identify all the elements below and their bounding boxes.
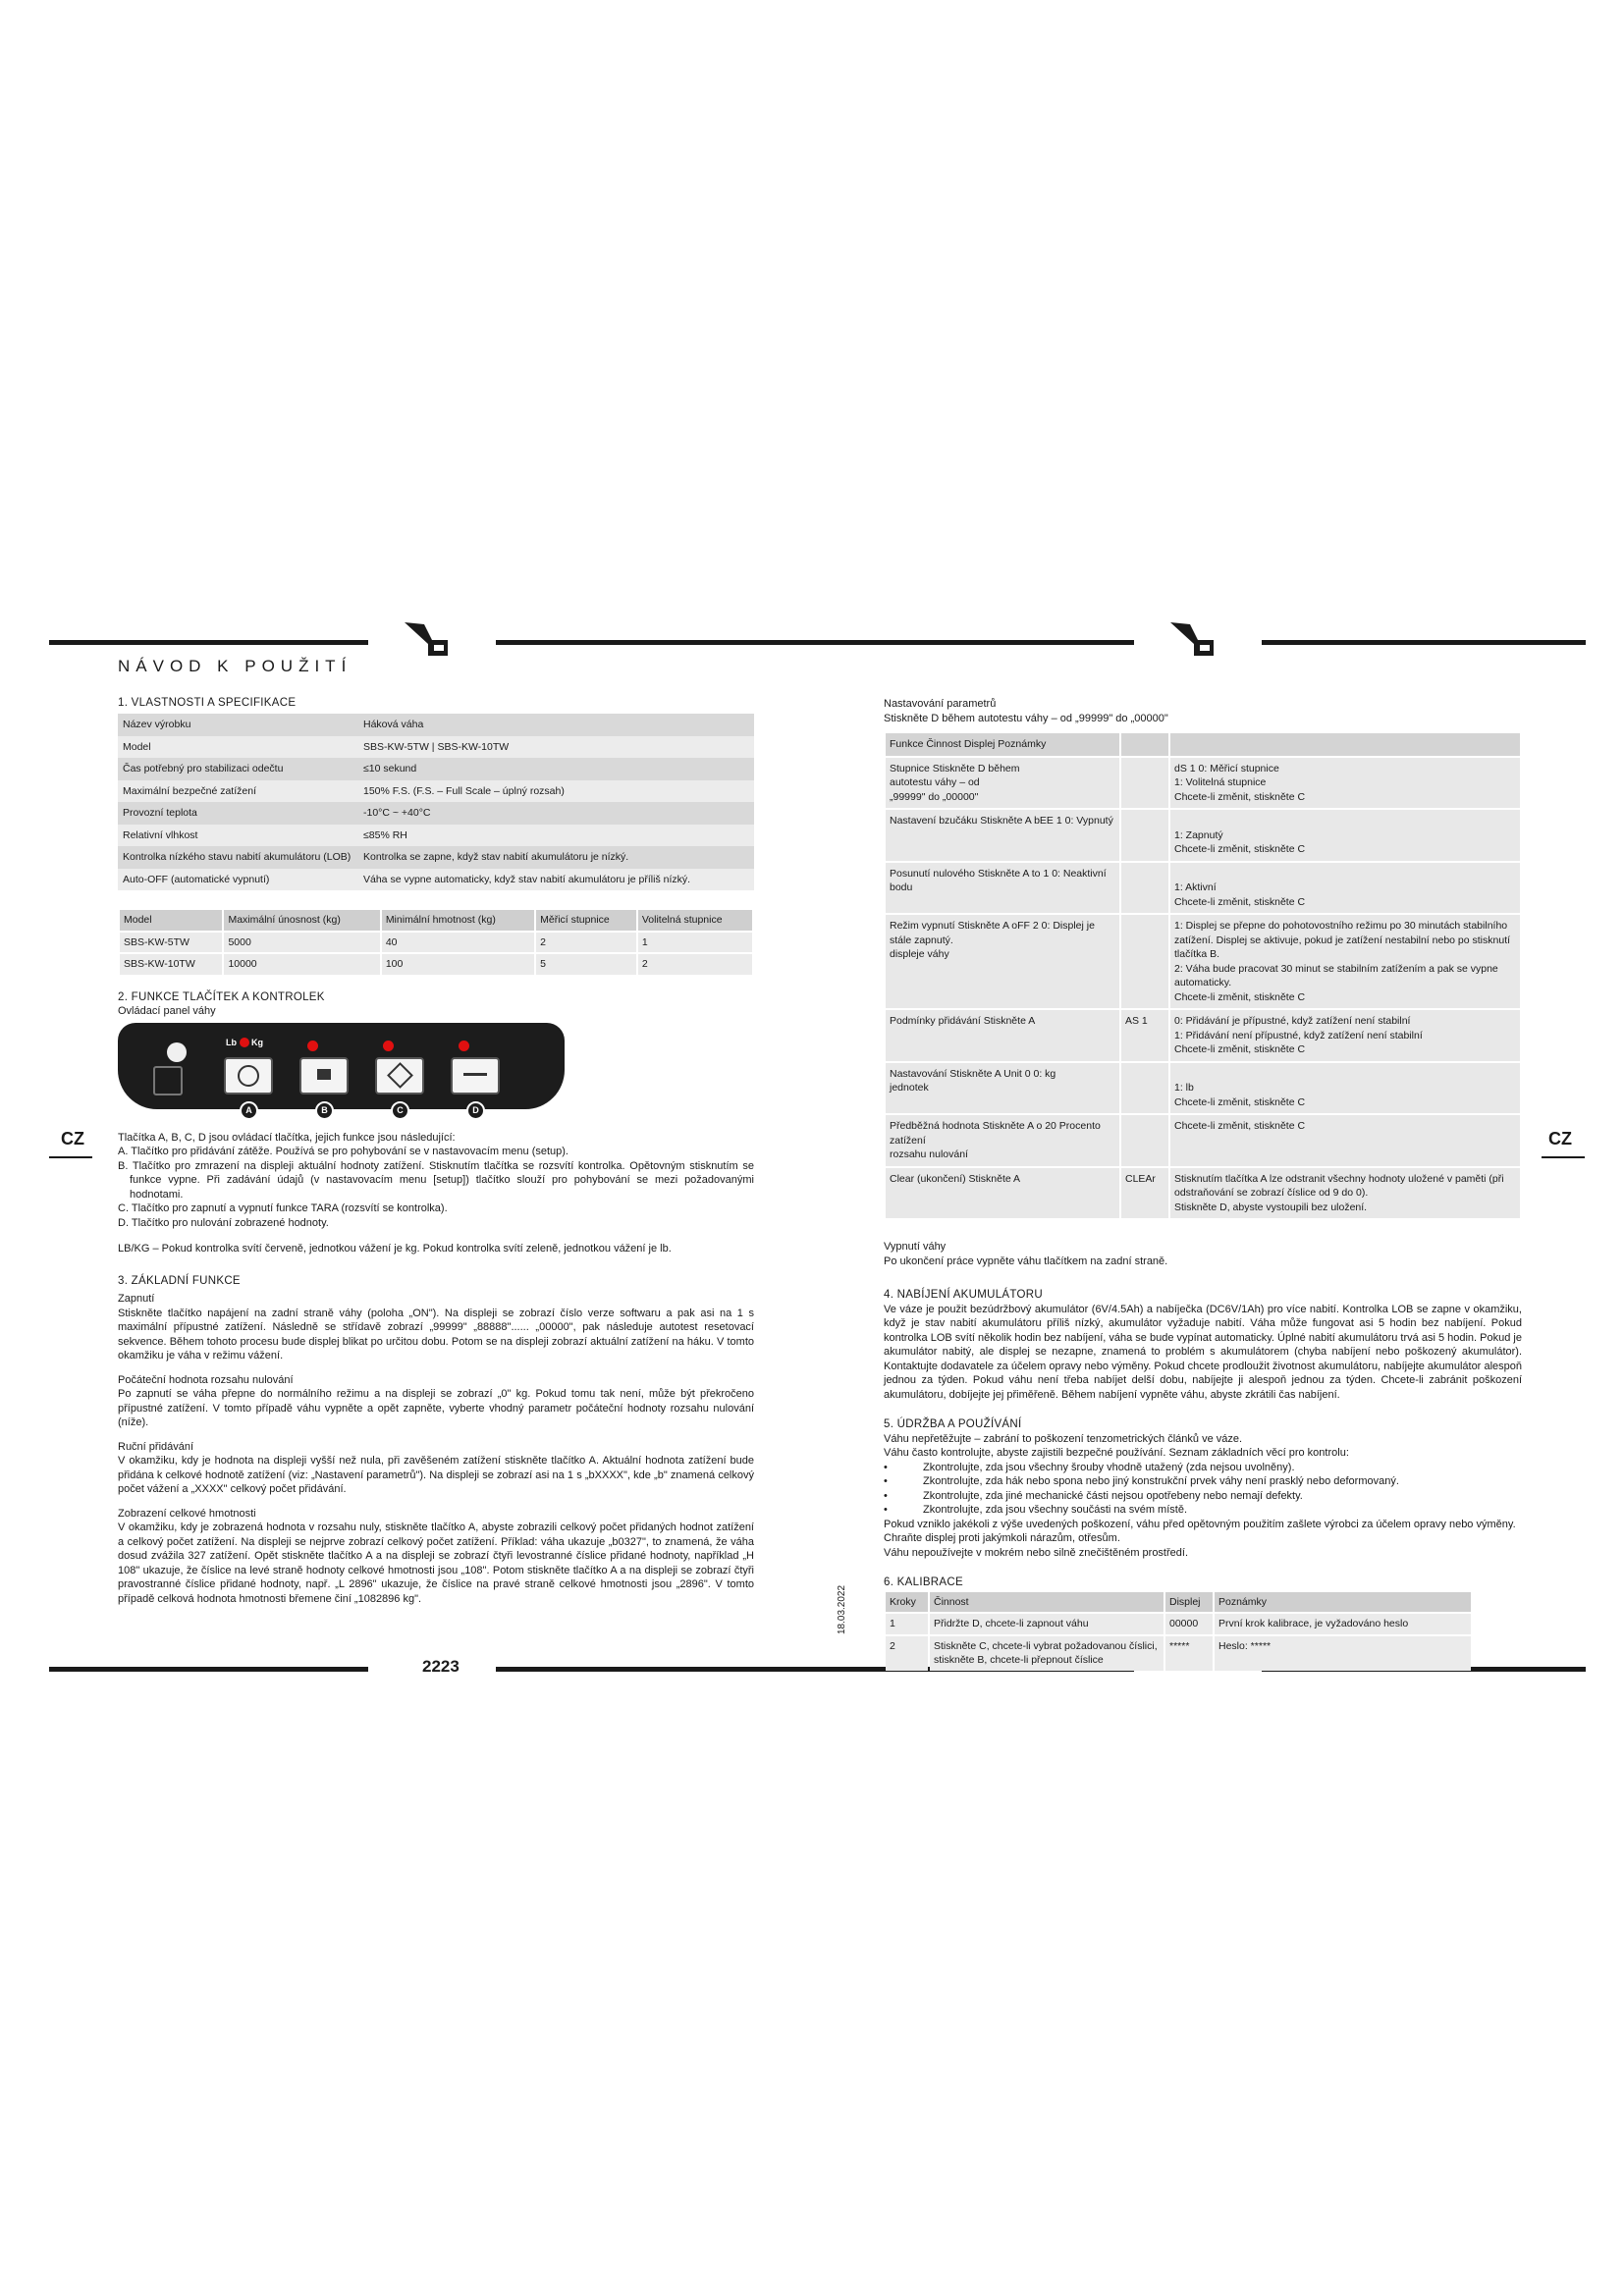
table-cell: Nastavení bzučáku Stiskněte A bEE 1 0: Vypnutý <box>886 810 1119 861</box>
table-row <box>120 954 752 975</box>
table-cell: 40 <box>382 933 534 953</box>
table-row <box>886 758 1520 809</box>
table-cell: 2 <box>536 933 636 953</box>
s3-block-text: V okamžiku, kdy je hodnota na displeji vyšší než nula, při zavěšeném zatížení stiskněte tlačítko A. Aktuální hodnota zatížení bude přidána k celkové hodnotě zatížení (viz: „Nastavení parametrů"). Na displeji se zobrazí asi na 1 s „bXXXX", kde „b" znamená celkový počet vážení a „XXXX" celkový počet přidávání. <box>118 1455 754 1495</box>
s3-block-heading: Ruční přidávání <box>118 1440 194 1453</box>
table-cell: Chcete-li změnit, stiskněte C <box>1170 1115 1520 1166</box>
spec-label: Auto-OFF (automatické vypnutí) <box>123 873 270 885</box>
s5-line: Váhu často kontrolujte, abyste zajistili bezpečné používání. Seznam základních věcí pro kontrolu: <box>884 1447 1349 1459</box>
brand-logo-icon <box>1168 618 1227 660</box>
control-panel-illustration <box>118 1023 754 1117</box>
table-cell <box>1121 863 1168 914</box>
table-cell: Heslo: ***** <box>1215 1636 1471 1671</box>
column-header: Kroky <box>886 1592 928 1613</box>
button-d-led <box>459 1041 469 1051</box>
table-row <box>886 1168 1520 1219</box>
table-cell: Stupnice Stiskněte D během autotestu váhy – od „99999" do „00000" <box>886 758 1119 809</box>
s5-after: Pokud vzniklo jakékoli z výše uvedených poškození, váhu před opětovným použitím zašlete výrobci za účelem opravy nebo výměny. <box>884 1518 1516 1530</box>
table-row <box>118 780 754 803</box>
spec-value: SBS-KW-5TW | SBS-KW-10TW <box>363 740 510 753</box>
table-row <box>886 1010 1520 1061</box>
s3-block-heading: Zapnutí <box>118 1293 155 1305</box>
table-cell: 5 <box>536 954 636 975</box>
top-rule-middle <box>496 640 1134 645</box>
spec-label: Čas potřebný pro stabilizaci odečtu <box>123 763 284 774</box>
spec-label: Model <box>123 740 151 753</box>
section-5-title: 5. ÚDRŽBA A POUŽÍVÁNÍ <box>884 1418 1022 1430</box>
button-b[interactable] <box>299 1057 349 1095</box>
s3-block-heading: Počáteční hodnota rozsahu nulování <box>118 1373 294 1386</box>
s5-after: Chraňte displej proti jakýmkoli nárazům, otřesům. <box>884 1532 1120 1544</box>
table-cell: 00000 <box>1165 1614 1213 1634</box>
unit-lb-label: Lb <box>226 1037 237 1047</box>
unit-led <box>240 1038 249 1047</box>
right-page <box>884 697 1522 1673</box>
table-row <box>118 869 754 891</box>
spec-value: -10°C ~ +40°C <box>363 807 431 819</box>
language-label-left: CZ <box>61 1129 84 1148</box>
parameters-subtitle: Stiskněte D během autotestu váhy – od „99999" do „00000" <box>884 712 1168 724</box>
column-header: Displej <box>1165 1592 1213 1613</box>
maintenance-checklist <box>884 1461 1522 1518</box>
calibration-table <box>884 1590 1473 1673</box>
s3-block-text: Stiskněte tlačítko napájení na zadní straně váhy (poloha „ON"). Na displeji se zobrazí číslo verze softwaru a pak asi na 1 s maximální přípustné zatížení. Následně se střídavě zobrazí „99999" „88888"...... „00000", pak následuje autotest resetovací sekvence. Během tohoto procesu bude displej blikat po určitou dobu. Potom se na displeji zobrazí aktuální zatížení na háku. V tomto okamžiku je váha v režimu vážení. <box>118 1307 754 1362</box>
top-rule-right <box>1262 640 1586 645</box>
table-row <box>118 758 754 780</box>
table-cell: SBS-KW-10TW <box>120 954 222 975</box>
column-header: Funkce Činnost Displej Poznámky <box>886 733 1119 756</box>
spec-label: Kontrolka nízkého stavu nabití akumulátoru (LOB) <box>123 851 352 863</box>
s3-block-heading: Zobrazení celkové hmotnosti <box>118 1507 256 1520</box>
list-item: • Zkontrolujte, zda hák nebo spona nebo jiný konstrukční prvek váhy není prasklý nebo deformovaný. <box>923 1474 1522 1489</box>
column-header: Minimální hmotnost (kg) <box>382 910 534 931</box>
table-cell: CLEAr <box>1121 1168 1168 1219</box>
language-label-right: CZ <box>1548 1129 1572 1148</box>
spec-label: Název výrobku <box>123 719 191 730</box>
language-rule-left <box>49 1156 92 1158</box>
column-header <box>1170 733 1520 756</box>
spec-label: Provozní teplota <box>123 807 197 819</box>
table-cell: První krok kalibrace, je vyžadováno heslo <box>1215 1614 1471 1634</box>
tare-icon <box>387 1062 413 1089</box>
s3-block-text: V okamžiku, kdy je zobrazená hodnota v rozsahu nuly, stiskněte tlačítko A, abyste zobrazili celkový počet přidaných hodnot zatížení a celkový počet zatížení. Na displeji se nejprve zobrazí celkový počet zatížení. Příklad: váha ukazuje „b0327", to znamená, že váha dosud zvážila 327 zatížení. Opět stiskněte tlačítko A a na displeji se zobrazí čtyři levostranné číslice přidané hodnoty, například „H 108" ukazuje, že číslice na levé straně hodnoty celkové hmotnosti jsou „108". Potom stiskněte tlačítko A a na displeji se zobrazí čtyři pravostranné číslice přidané hodnoty, např. „L 2896" ukazuje, že číslice na pravé straně celkové hmotnosti jsou „2896". V tomto případě celková hodnota hmotnosti břemene činí „1082896 kg". <box>118 1522 754 1605</box>
table-row <box>120 933 752 953</box>
s3-block-3 <box>118 1507 754 1607</box>
table-cell: 0: Přidávání je přípustné, když zatížení není stabilní 1: Přidávání není přípustné, když zatížení není stabilní Chcete-li změnit, stiskněte C <box>1170 1010 1520 1061</box>
table-cell: SBS-KW-5TW <box>120 933 222 953</box>
buttons-intro: Tlačítka A, B, C, D jsou ovládací tlačítka, jejich funkce jsou následující: <box>118 1131 456 1144</box>
table-cell: AS 1 <box>1121 1010 1168 1061</box>
s5-after: Váhu nepoužívejte v mokrém nebo silně znečištěném prostředí. <box>884 1546 1188 1559</box>
table-row <box>886 1115 1520 1166</box>
button-c-label: C <box>391 1101 409 1120</box>
table-row <box>886 810 1520 861</box>
table-row <box>886 1063 1520 1114</box>
hook-symbol-icon <box>153 1066 183 1095</box>
button-a-label: A <box>240 1101 258 1120</box>
table-cell: Posunutí nulového Stiskněte A to 1 0: Neaktivní bodu <box>886 863 1119 914</box>
column-header: Maximální únosnost (kg) <box>224 910 379 931</box>
s3-block-0 <box>118 1292 754 1363</box>
section-6-title: 6. KALIBRACE <box>884 1576 963 1588</box>
table-cell <box>1121 758 1168 809</box>
button-c[interactable] <box>375 1057 424 1095</box>
column-header: Měřicí stupnice <box>536 910 636 931</box>
left-page <box>118 657 754 1616</box>
table-cell: Podmínky přidávání Stiskněte A <box>886 1010 1119 1061</box>
shutdown-text: Po ukončení práce vypněte váhu tlačítkem na zadní straně. <box>884 1255 1168 1267</box>
table-cell: 1: lb Chcete-li změnit, stiskněte C <box>1170 1063 1520 1114</box>
page-number: 2223 <box>422 1657 460 1676</box>
list-item: • Zkontrolujte, zda jsou všechny součásti na svém místě. <box>923 1503 1522 1518</box>
button-b-label: B <box>315 1101 334 1120</box>
spec-value: 150% F.S. (F.S. – Full Scale – úplný rozsah) <box>363 784 565 797</box>
table-cell: 1 <box>886 1614 928 1634</box>
table-cell: 5000 <box>224 933 379 953</box>
spec-value: ≤10 sekund <box>363 763 417 774</box>
spec-value: ≤85% RH <box>363 828 407 841</box>
spec-label: Maximální bezpečné zatížení <box>123 784 256 797</box>
table-cell: 100 <box>382 954 534 975</box>
table-cell <box>1121 810 1168 861</box>
table-cell: Režim vypnutí Stiskněte A oFF 2 0: Displej je stále zapnutý. displeje váhy <box>886 915 1119 1008</box>
spec-value: Kontrolka se zapne, když stav nabití akumulátoru je nízký. <box>363 851 629 863</box>
power-knob-icon <box>167 1042 187 1062</box>
table-row <box>886 1614 1471 1634</box>
print-date: 18.03.2022 <box>837 1584 847 1634</box>
parameters-title: Nastavování parametrů <box>884 698 997 710</box>
brand-logo-icon <box>403 618 461 660</box>
table-cell: Stisknutím tlačítka A lze odstranit všechny hodnoty uložené v paměti (při odstraňování se zobrazí číslice od 9 do 0). Stiskněte D, abyste vystoupili bez uložení. <box>1170 1168 1520 1219</box>
shutdown-heading: Vypnutí váhy <box>884 1241 947 1253</box>
column-header: Poznámky <box>1215 1592 1471 1613</box>
table-row <box>118 714 754 736</box>
top-rule-left <box>49 640 368 645</box>
table-cell <box>1121 1063 1168 1114</box>
s5-line: Váhu nepřetěžujte – zabrání to poškození tenzometrických článků ve váze. <box>884 1432 1243 1445</box>
button-d[interactable] <box>451 1057 500 1095</box>
button-c-desc: C. Tlačítko pro zapnutí a vypnutí funkce TARA (rozsvítí se kontrolka). <box>118 1202 448 1214</box>
language-rule-right <box>1542 1156 1585 1158</box>
spec-label: Relativní vlhkost <box>123 828 198 841</box>
button-d-label: D <box>466 1101 485 1120</box>
parameters-table <box>884 731 1522 1220</box>
table-cell: Nastavování Stiskněte A Unit 0 0: kg jednotek <box>886 1063 1119 1114</box>
table-cell: 1: Displej se přepne do pohotovostního režimu po 30 minutách stabilního zatížení. Displej se aktivuje, pokud je zatížení nestabilní nebo po stisknutí tlačítka B. 2: Váha bude pracovat 30 minut se stabilním zatížením a pak se vypne automaticky. Chcete-li změnit, stiskněte C <box>1170 915 1520 1008</box>
column-header: Volitelná stupnice <box>638 910 752 931</box>
table-row <box>118 846 754 869</box>
table-cell: 10000 <box>224 954 379 975</box>
spec-table <box>118 714 754 890</box>
section-2-title: 2. FUNKCE TLAČÍTEK A KONTROLEK <box>118 990 325 1003</box>
button-b-desc: B. Tlačítko pro zmrazení na displeji aktuální hodnoty zatížení. Stisknutím tlačítka se rozsvítí kontrolka. Opětovným stisknutím se funkce vypne. Při zadávání údajů (v nastavovacím menu [setup]) tlačítko slouží pro pohybování se mezi požadovanými hodnotami. <box>118 1159 754 1201</box>
table-cell: 2 <box>638 954 752 975</box>
section-4-text: Ve váze je použit bezúdržbový akumulátor (6V/4.5Ah) a nabíječka (DC6V/1Ah) pro více nabití. Kontrolka LOB se zapne v okamžiku, když je stav nabití akumulátoru příliš nízký, akumulátor vyžaduje nabití. Váha může fungovat asi 5 hodin bez nabíjení. Pokud kontrolka LOB svítí několik hodin bez nabíjení, váha se bude vypínat automaticky. Úplné nabití akumulátoru trvá asi 5 hodin. Pokud je akumulátor nabitý, ale displej se nezapne, znamená to problém s akumulátorem (chyba nabíjení nebo poškozený akumulátor). Kontaktujte dodavatele za účelem opravy nebo výměny. Pokud chcete prodloužit životnost akumulátoru, nabíjejte akumulátor alespoň jednou za týden. Pokud váhu není třeba nabíjet delší dobu, nabíjejte ji alespoň jednou za týden. Chcete-li zabránit poškození akumulátoru, dobíjejte jej přiměřeně. Během nabíjení vypněte váhu, abyste zkrátili čas nabíjení. <box>884 1303 1522 1401</box>
table-row <box>886 915 1520 1008</box>
buttons-list <box>118 1145 754 1230</box>
table-cell: ***** <box>1165 1636 1213 1671</box>
column-header: Činnost <box>930 1592 1164 1613</box>
table-cell <box>1121 915 1168 1008</box>
document-title: NÁVOD K POUŽITÍ <box>118 657 352 675</box>
zero-icon <box>463 1073 487 1076</box>
bottom-rule-left <box>49 1667 368 1672</box>
table-cell: Předběžná hodnota Stiskněte A o 20 Procento zatížení rozsahu nulování <box>886 1115 1119 1166</box>
button-d-desc: D. Tlačítko pro nulování zobrazené hodnoty. <box>118 1216 329 1229</box>
s3-block-1 <box>118 1373 754 1430</box>
s3-block-2 <box>118 1440 754 1497</box>
button-c-led <box>383 1041 394 1051</box>
section-4-title: 4. NABÍJENÍ AKUMULÁTORU <box>884 1289 1043 1301</box>
table-cell: 1 <box>638 933 752 953</box>
table-cell: Přidržte D, chcete-li zapnout váhu <box>930 1614 1164 1634</box>
section-1-title: 1. VLASTNOSTI A SPECIFIKACE <box>118 696 297 709</box>
unit-kg-label: Kg <box>251 1037 264 1047</box>
table-cell <box>1121 1115 1168 1166</box>
button-a[interactable] <box>224 1057 273 1095</box>
section-3-title: 3. ZÁKLADNÍ FUNKCE <box>118 1274 241 1287</box>
unit-indicator <box>226 1036 263 1050</box>
button-a-desc: A. Tlačítko pro přidávání zátěže. Používá se pro pohybování se v nastavovacím menu (setup). <box>118 1146 568 1157</box>
section-2-subtitle: Ovládací panel váhy <box>118 1005 216 1017</box>
add-load-icon <box>238 1065 259 1087</box>
button-b-led <box>307 1041 318 1051</box>
table-cell: 1: Zapnutý Chcete-li změnit, stiskněte C <box>1170 810 1520 861</box>
table-cell: Stiskněte C, chcete-li vybrat požadovanou číslici, stiskněte B, chcete-li přepnout číslice <box>930 1636 1164 1671</box>
table-row <box>118 736 754 759</box>
model-table <box>118 908 754 977</box>
spec-value: Váha se vypne automaticky, když stav nabití akumulátoru je příliš nízký. <box>363 873 691 885</box>
table-row <box>886 1636 1471 1671</box>
table-row <box>118 802 754 825</box>
column-header <box>1121 733 1168 756</box>
table-row <box>886 863 1520 914</box>
table-cell: 2 <box>886 1636 928 1671</box>
table-cell: 1: Aktivní Chcete-li změnit, stiskněte C <box>1170 863 1520 914</box>
lbkg-note: LB/KG – Pokud kontrolka svítí červeně, jednotkou vážení je kg. Pokud kontrolka svítí zeleně, jednotkou vážení je lb. <box>118 1243 672 1255</box>
column-header: Model <box>120 910 222 931</box>
table-cell: Clear (ukončení) Stiskněte A <box>886 1168 1119 1219</box>
lock-icon <box>317 1069 331 1080</box>
s3-block-text: Po zapnutí se váha přepne do normálního režimu a na displeji se zobrazí „0" kg. Pokud tomu tak není, může být překročeno přípustné zatížení. V tomto případě váhu vypněte a opět zapněte, vyberte vhodný parametr počáteční hodnoty rozsahu nulování (níže). <box>118 1388 754 1428</box>
list-item: • Zkontrolujte, zda jsou všechny šrouby vhodně utažený (zda nejsou uvolněny). <box>923 1461 1522 1475</box>
table-row <box>118 825 754 847</box>
list-item: • Zkontrolujte, zda jiné mechanické části nejsou opotřebeny nebo nemají defekty. <box>923 1489 1522 1504</box>
spec-value: Háková váha <box>363 719 424 730</box>
table-cell: dS 1 0: Měřicí stupnice 1: Volitelná stupnice Chcete-li změnit, stiskněte C <box>1170 758 1520 809</box>
